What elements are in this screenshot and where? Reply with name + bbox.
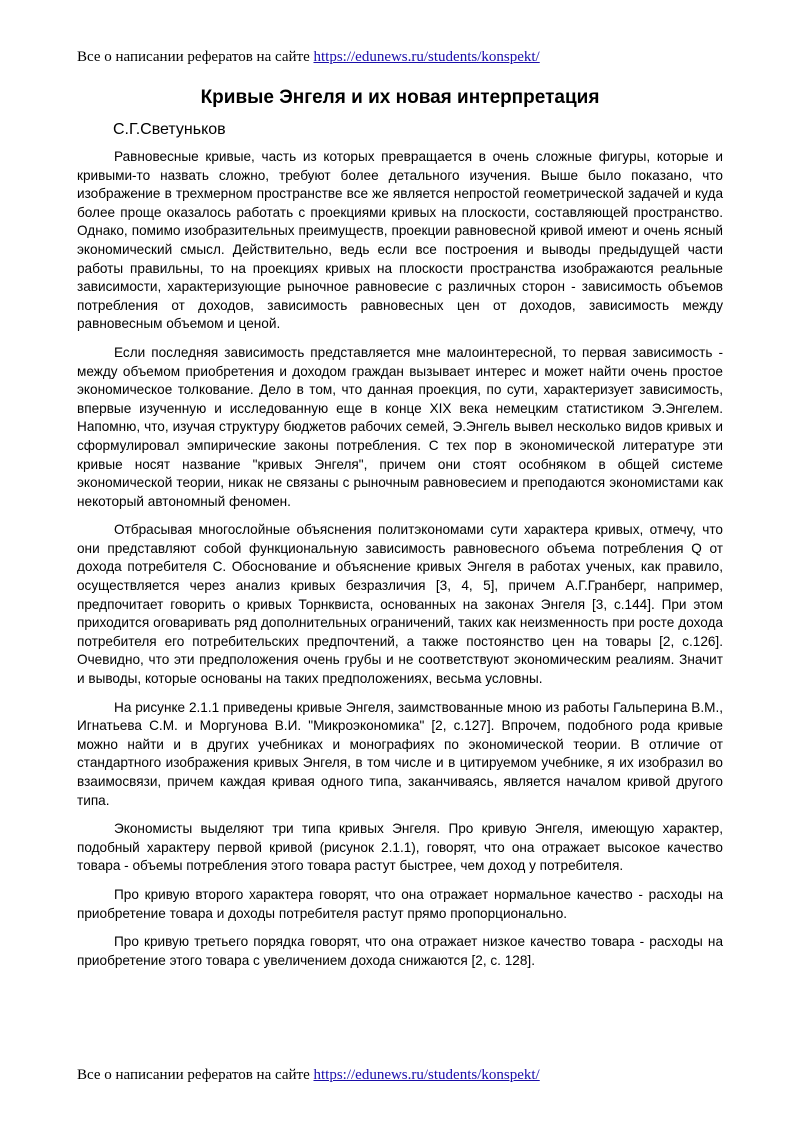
footer-note: [77, 1066, 540, 1084]
document-author: С.Г.Светуньков: [113, 121, 226, 138]
footer-link[interactable]: https://edunews.ru/students/konspekt/: [313, 1067, 540, 1083]
paragraph: Про кривую третьего порядка говорят, что она отражает низкое качество товара - расходы на приобретение этого товара с увеличением дохода снижаются [2, с. 128].: [77, 934, 723, 968]
document-title: Кривые Энгеля и их новая интерпретация: [200, 87, 600, 108]
footer-note-text: Все о написании рефератов на сайте: [77, 1067, 314, 1083]
header-note-text: Все о написании рефератов на сайте: [77, 49, 314, 65]
header-note: [77, 48, 540, 66]
paragraph: Отбрасывая многослойные объяснения политэкономами сути характера кривых, отмечу, что они представляют собой функциональную зависимость равновесного объема потребления Q от дохода потребителя С. Обоснование и объяснение кривых Энгеля в работах ученых, как правило, осуществляется через анализ кривых безразличия [3, 4, 5], причем А.Г.Гранберг, например, предпочитает говорить о кривых Торнквиста, основанных на законах Энгеля [3, с.144]. При этом приходится оговаривать ряд дополнительных ограничений, таких как неизменность при росте дохода потребителя его потребительских предпочтений, а также постоянство цен на товары [2, с.126]. Очевидно, что эти предположения очень грубы и не соответствуют экономическим реалиям. Значит и выводы, которые основаны на таких предположениях, весьма условны.: [77, 522, 723, 687]
paragraph: Если последняя зависимость представляется мне малоинтересной, то первая зависимость - между объемом приобретения и доходом граждан вызывает интерес и может найти очень простое экономическое толкование. Дело в том, что данная проекция, по сути, характеризует зависимость, впервые изученную и исследованную еще в конце XIX века немецким статистиком Э.Энгелем. Напомню, что, изучая структуру бюджетов рабочих семей, Э.Энгель вывел несколько видов кривых и сформулировал эмпирические законы потребления. С тех пор в экономической литературе эти кривые носят название "кривых Энгеля", причем они стоят особняком в общей системе экономической теории, никак не связаны с рыночным равновесием и преподаются экономистами как некоторый автономный феномен.: [77, 344, 723, 509]
header-link[interactable]: https://edunews.ru/students/konspekt/: [313, 49, 540, 65]
paragraph: Экономисты выделяют три типа кривых Энгеля. Про кривую Энгеля, имеющую характер, подобный характеру первой кривой (рисунок 2.1.1), говорят, что она отражает высокое качество товара - объемы потребления этого товара растут быстрее, чем доход у потребителя.: [77, 821, 723, 874]
document-body: [77, 148, 723, 980]
paragraph: На рисунке 2.1.1 приведены кривые Энгеля, заимствованные мною из работы Гальперина В.М., Игнатьева С.М. и Моргунова В.И. "Микроэкономика" [2, с.127]. Впрочем, подобного рода кривые можно найти и в других учебниках и монографиях по экономической теории. В отличие от стандартного изображения кривых Энгеля, в том числе и в цитируемом учебнике, я их изобразил во взаимосвязи, причем каждая кривая одного типа, заканчиваясь, является началом кривой другого типа.: [77, 699, 723, 808]
paragraph: Про кривую второго характера говорят, что она отражает нормальное качество - расходы на приобретение товара и доходы потребителя растут прямо пропорционально.: [77, 886, 723, 921]
paragraph: Равновесные кривые, часть из которых превращается в очень сложные фигуры, которые и кривыми-то назвать сложно, требуют более детального изучения. Выше было показано, что изображение в трехмерном пространстве все же является непростой геометрической задачей и куда более проще оказалось работать с проекциями кривых на плоскости, составляющей пространство. Однако, помимо изобразительных преимуществ, проекции равновесной кривой имеют и очень ясный экономический смысл. Действительно, ведь если все построения и выводы предыдущей части работы правильны, то на проекциях кривых на плоскости пространства изображаются реальные зависимости, характеризующие рыночное равновесие с различных сторон - зависимость объемов потребления от доходов, зависимость равновесных цен от доходов, зависимость между равновесным объемом и ценой.: [77, 149, 723, 332]
